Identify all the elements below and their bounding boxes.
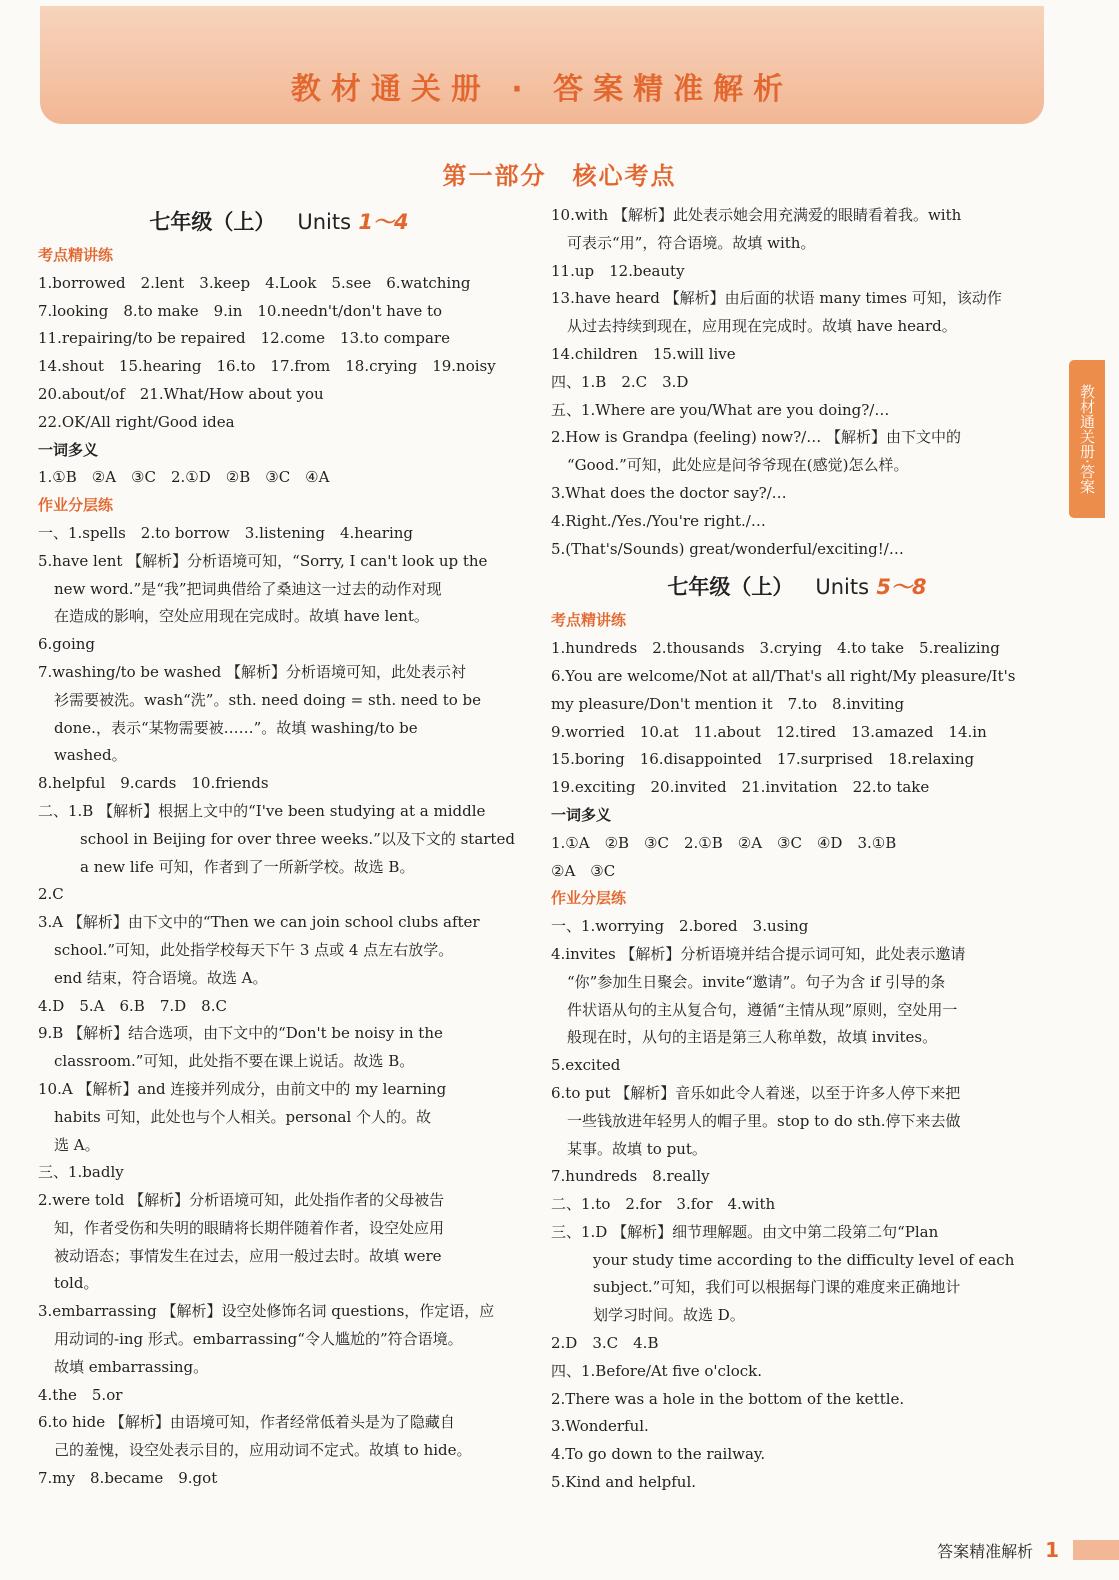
answer-line: 7.my 8.became 9.got (38, 1469, 218, 1488)
answer-line: 19.exciting 20.invited 21.invitation 22.to take (551, 778, 930, 797)
answer-line: 4.the 5.or (38, 1385, 123, 1404)
answer-line: 8.helpful 9.cards 10.friends (38, 774, 269, 793)
right-column (551, 202, 1043, 1497)
unit-word: Units (297, 210, 352, 234)
answer-line: my pleasure/Don't mention it 7.to 8.inviting (551, 694, 905, 713)
side-tab: 教材通关册·答案 (1069, 360, 1105, 518)
answer-list-left (38, 242, 520, 1493)
answer-list-right-top (551, 202, 1043, 563)
answer-line: 知，作者受伤和失明的眼睛将长期伴随着作者，设空处应用 (54, 1218, 445, 1237)
answer-line: “你”参加生日聚会。invite“邀请”。句子为含 if 引导的条 (567, 972, 946, 991)
answer-line: 己的羞愧，设空处表示目的，应用动词不定式。故填 to hide。 (54, 1441, 472, 1460)
answer-line: habits 可知，此处也与个人相关。personal 个人的。故 (54, 1107, 432, 1126)
answer-line: 可表示“用”，符合语境。故填 with。 (567, 233, 816, 252)
answer-line: 4.To go down to the railway. (551, 1445, 766, 1464)
answer-line: 9.B 【解析】结合选项，由下文中的“Don't be noisy in the (38, 1024, 443, 1043)
answer-line: 5.Kind and helpful. (551, 1473, 697, 1492)
answer-line: 选 A。 (54, 1135, 100, 1154)
answer-line: 一、1.worrying 2.bored 3.using (551, 917, 809, 936)
answer-line: 2.C (38, 885, 64, 904)
answer-line: a new life 可知，作者到了一所新学校。故选 B。 (80, 857, 415, 876)
answer-line: 3.Wonderful. (551, 1417, 649, 1436)
answer-line: 6.to hide 【解析】由语境可知，作者经常低着头是为了隐藏自 (38, 1413, 455, 1432)
unit-word: Units (815, 575, 870, 600)
answer-line: 5.(That's/Sounds) great/wonderful/exciting!/… (551, 539, 904, 558)
answer-line: 二、1.to 2.for 3.for 4.with (551, 1195, 776, 1214)
answer-line: 2.How is Grandpa (feeling) now?/… 【解析】由下文中的 (551, 428, 961, 447)
page-number: 1 (1045, 1538, 1059, 1562)
answer-line: 15.boring 16.disappointed 17.surprised 18.relaxing (551, 750, 975, 769)
answer-line: 五、1.Where are you/What are you doing?/… (551, 400, 890, 419)
answer-line: 某事。故填 to put。 (567, 1139, 707, 1158)
answer-line: 从过去持续到现在，应用现在完成时。故填 have heard。 (567, 317, 957, 336)
answer-line: 7.hundreds 8.really (551, 1167, 710, 1186)
answer-line: end 结束，符合语境。故选 A。 (54, 968, 268, 987)
answer-line: washed。 (54, 746, 127, 765)
left-column (38, 202, 520, 1493)
answer-line: your study time according to the difficulty level of each (593, 1250, 1015, 1269)
answer-line: 6.to put 【解析】音乐如此令人着迷，以至于许多人停下来把 (551, 1083, 961, 1102)
answer-line: 14.shout 15.hearing 16.to 17.from 18.crying 19.noisy (38, 357, 496, 376)
section-tag: 作业分层练 (38, 496, 114, 515)
answer-line: 一些钱放进年轻男人的帽子里。stop to do sth.停下来去做 (567, 1111, 961, 1130)
answer-line: 10.with 【解析】此处表示她会用充满爱的眼睛看着我。with (551, 206, 962, 224)
answer-line: 3.embarrassing 【解析】设空处修饰名词 questions，作定语，应 (38, 1302, 495, 1321)
answer-line: 般现在时，从句的主语是第三人称单数，故填 invites。 (567, 1028, 938, 1047)
section-tag: 作业分层练 (551, 889, 627, 908)
answer-line: 划学习时间。故选 D。 (593, 1306, 745, 1325)
unit-range: 5～8 (876, 575, 927, 600)
answer-line: 1.①A ②B ③C 2.①B ②A ③C ④D 3.①B (551, 833, 897, 852)
answer-line: 4.invites 【解析】分析语境并结合提示词可知，此处表示邀请 (551, 944, 966, 963)
unit-grade: 七年级（上） (149, 210, 276, 234)
answer-line: 衫需要被洗。wash“洗”。sth. need doing = sth. need to be (54, 690, 481, 709)
answer-line: 2.There was a hole in the bottom of the kettle. (551, 1389, 905, 1408)
banner-title: 教材通关册 · 答案精准解析 (290, 72, 794, 107)
section-tag: 考点精讲练 (38, 246, 114, 264)
answer-list-right-bottom (551, 607, 1043, 1497)
answer-line: 一、1.spells 2.to borrow 3.listening 4.hearing (38, 523, 414, 542)
answer-line: 11.repairing/to be repaired 12.come 13.to compare (38, 329, 450, 348)
answer-line: classroom.”可知，此处指不要在课上说话。故选 B。 (54, 1052, 415, 1071)
answer-line: 1.①B ②A ③C 2.①D ②B ③C ④A (38, 468, 330, 487)
answer-line: 20.about/of 21.What/How about you (38, 384, 324, 403)
answer-line: 7.looking 8.to make 9.in 10.needn't/don't have to (38, 301, 443, 320)
answer-line: 四、1.B 2.C 3.D (551, 372, 689, 391)
answer-line: 1.borrowed 2.lent 3.keep 4.Look 5.see 6.watching (38, 273, 471, 292)
answer-line: 1.hundreds 2.thousands 3.crying 4.to take 5.realizing (551, 639, 1000, 658)
answer-line: 3.A 【解析】由下文中的“Then we can join school clubs after (38, 913, 480, 932)
unit-range: 1～4 (358, 210, 409, 234)
answer-line: 10.A 【解析】and 连接并列成分，由前文中的 my learning (38, 1079, 447, 1098)
answer-line: subject.”可知，我们可以根据每门课的难度来正确地计 (593, 1278, 961, 1297)
answer-line: 9.worried 10.at 11.about 12.tired 13.amazed 14.in (551, 722, 987, 741)
answer-line: 被动语态；事情发生在过去，应用一般过去时。故填 were (54, 1246, 442, 1265)
answer-line: 6.going (38, 635, 96, 654)
answer-line: done.，表示“某物需要被……”。故填 washing/to be (54, 718, 418, 737)
answer-line: “Good.”可知，此处应是问爷爷现在(感觉)怎么样。 (567, 456, 909, 475)
unit-heading-right (551, 567, 1043, 607)
answer-line: 2.were told 【解析】分析语境可知，此处指作者的父母被告 (38, 1191, 445, 1210)
answer-line: 四、1.Before/At five o'clock. (551, 1361, 763, 1380)
answer-line: 7.washing/to be washed 【解析】分析语境可知，此处表示衬 (38, 662, 467, 681)
header-banner (40, 6, 1044, 124)
answer-line: 二、1.B 【解析】根据上文中的“I've been studying at a middle (38, 801, 486, 820)
answer-line: 11.up 12.beauty (551, 261, 685, 280)
answer-line: 用动词的-ing 形式。embarrassing“令人尴尬的”符合语境。 (54, 1330, 463, 1349)
answer-line: 三、1.D 【解析】细节理解题。由文中第二段第二句“Plan (551, 1222, 939, 1241)
footer-label: 答案精准解析 (937, 1542, 1034, 1561)
footer (937, 1538, 1059, 1562)
answer-line: told。 (54, 1274, 99, 1293)
answer-line: 5.excited (551, 1056, 621, 1075)
answer-line: 3.What does the doctor say?/… (551, 483, 787, 502)
answer-line: school.”可知，此处指学校每天下午 3 点或 4 点左右放学。 (54, 940, 454, 959)
answer-line: 4.D 5.A 6.B 7.D 8.C (38, 996, 227, 1015)
unit-heading-left (38, 202, 520, 242)
answer-line: 13.have heard 【解析】由后面的状语 many times 可知，该动作 (551, 289, 1002, 308)
answer-line: 5.have lent 【解析】分析语境可知，“Sorry, I can't look up the (38, 551, 488, 570)
answer-line: 14.children 15.will live (551, 344, 736, 363)
answer-line: 在造成的影响，空处应用现在完成时。故填 have lent。 (54, 607, 429, 626)
unit-grade: 七年级（上） (667, 575, 794, 600)
answer-line: new word.”是“我”把词典借给了桑迪这一过去的动作对现 (54, 579, 442, 598)
answer-line: 故填 embarrassing。 (54, 1357, 209, 1376)
answer-line: 三、1.badly (38, 1163, 124, 1182)
part-title: 第一部分 核心考点 (442, 162, 677, 190)
answer-line: ②A ③C (551, 861, 616, 880)
section-tag: 考点精讲练 (551, 611, 627, 630)
answer-line: 件状语从句的主从复合句，遵循“主情从现”原则，空处用一 (567, 1000, 958, 1019)
answer-line: 22.OK/All right/Good idea (38, 412, 235, 431)
answer-line: school in Beijing for over three weeks.”以及下文的 started (80, 829, 515, 848)
answer-line: 4.Right./Yes./You're right./… (551, 511, 766, 530)
footer-bar (1073, 1540, 1119, 1560)
section-heading: 一词多义 (38, 440, 99, 459)
section-heading: 一词多义 (551, 805, 612, 824)
answer-line: 6.You are welcome/Not at all/That's all right/My pleasure/It's (551, 666, 1016, 685)
answer-line: 2.D 3.C 4.B (551, 1334, 659, 1353)
